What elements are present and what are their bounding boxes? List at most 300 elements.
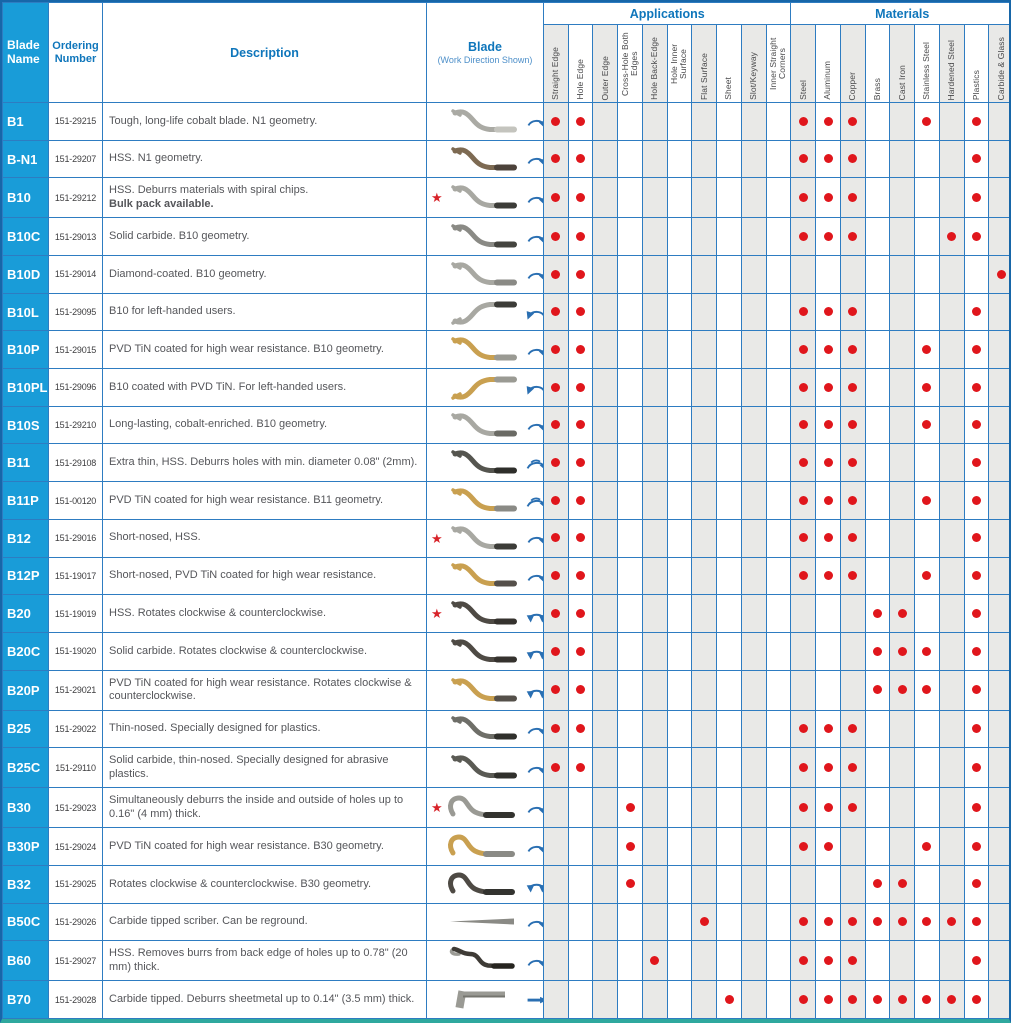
ordering-number-cell: 151-29024: [49, 828, 103, 866]
description-cell: PVD TiN coated for high wear resistance. B11 geometry.: [103, 482, 427, 520]
description-cell: Short-nosed, PVD TiN coated for high wear resistance.: [103, 557, 427, 595]
description-cell: Short-nosed, HSS.: [103, 519, 427, 557]
application-mark-cell: [618, 482, 643, 520]
application-mark-cell: [717, 256, 742, 294]
application-mark-cell: [568, 293, 593, 331]
dot-marker: [551, 117, 560, 126]
applications-group-header: Applications: [544, 3, 791, 25]
application-mark-cell: [568, 519, 593, 557]
material-mark-cell: [890, 444, 915, 482]
application-mark-cell: [692, 941, 717, 981]
blade-image-cell: [427, 670, 544, 710]
application-mark-cell: [766, 748, 791, 788]
application-mark-cell: [642, 788, 667, 828]
application-mark-cell: [717, 981, 742, 1019]
blade-image: [444, 411, 522, 440]
dot-marker: [848, 420, 857, 429]
dot-marker: [972, 232, 981, 241]
material-mark-cell: [816, 710, 841, 748]
application-mark-cell: [568, 903, 593, 941]
material-mark-cell: [989, 331, 1011, 369]
description-cell: HSS. Removes burrs from back edge of holes up to 0.78" (20 mm) thick.: [103, 941, 427, 981]
application-mark-cell: [692, 519, 717, 557]
application-mark-cell: [642, 293, 667, 331]
dot-marker: [972, 724, 981, 733]
blade-image-cell: [427, 482, 544, 520]
application-mark-cell: [692, 293, 717, 331]
material-mark-cell: [890, 293, 915, 331]
material-mark-cell: [915, 710, 940, 748]
application-mark-cell: [642, 941, 667, 981]
application-mark-cell: [692, 595, 717, 633]
dot-marker: [576, 117, 585, 126]
application-mark-cell: [593, 941, 618, 981]
material-mark-cell: [989, 293, 1011, 331]
blade-image: [444, 222, 522, 251]
material-mark-cell: [890, 482, 915, 520]
material-mark-cell: [791, 218, 816, 256]
ordering-number-cell: 151-29212: [49, 178, 103, 218]
application-column-header: Straight Edge: [544, 25, 569, 103]
dot-marker: [848, 763, 857, 772]
rotation-both-directions-arrow-icon: [524, 875, 544, 893]
material-mark-cell: [840, 903, 865, 941]
application-mark-cell: [766, 557, 791, 595]
application-mark-cell: [568, 140, 593, 178]
rotation-cw-arrow-icon: [524, 416, 544, 434]
blade-name-cell: B20: [3, 595, 49, 633]
rotation-both-directions-arrow-icon: [524, 605, 544, 623]
application-mark-cell: [766, 256, 791, 294]
blade-image: [444, 183, 522, 212]
material-mark-cell: [865, 331, 890, 369]
dot-marker: [848, 307, 857, 316]
material-mark-cell: [939, 331, 964, 369]
blade-name-header: Blade Name: [3, 3, 49, 103]
dot-marker: [576, 724, 585, 733]
application-mark-cell: [741, 256, 766, 294]
material-mark-cell: [939, 444, 964, 482]
dot-marker: [576, 345, 585, 354]
application-mark-cell: [717, 178, 742, 218]
rotation-cw-arrow-icon: [524, 838, 544, 856]
table-row-B32: [3, 865, 1011, 903]
blade-image-cell: [427, 140, 544, 178]
application-mark-cell: [544, 482, 569, 520]
dot-marker: [972, 995, 981, 1004]
material-mark-cell: [840, 369, 865, 407]
application-mark-cell: [667, 293, 692, 331]
material-mark-cell: [816, 865, 841, 903]
material-mark-cell: [791, 178, 816, 218]
dot-marker: [824, 533, 833, 542]
material-mark-cell: [840, 218, 865, 256]
dot-marker: [824, 117, 833, 126]
material-mark-cell: [939, 981, 964, 1019]
ordering-number-cell: 151-29207: [49, 140, 103, 178]
blade-name-cell: B10PL: [3, 369, 49, 407]
application-mark-cell: [717, 632, 742, 670]
application-mark-cell: [692, 103, 717, 141]
material-mark-cell: [816, 444, 841, 482]
application-mark-cell: [568, 444, 593, 482]
dot-marker: [848, 383, 857, 392]
material-mark-cell: [816, 293, 841, 331]
application-mark-cell: [642, 444, 667, 482]
application-mark-cell: [568, 748, 593, 788]
application-mark-cell: [717, 218, 742, 256]
blade-image-cell: [427, 788, 544, 828]
dot-marker: [922, 571, 931, 580]
table-row-B70: [3, 981, 1011, 1019]
description-cell: Solid carbide. Rotates clockwise & counterclockwise.: [103, 632, 427, 670]
blade-image: [444, 107, 522, 136]
dot-marker: [947, 232, 956, 241]
material-mark-cell: [989, 632, 1011, 670]
material-mark-cell: [840, 178, 865, 218]
dot-marker: [972, 803, 981, 812]
dot-marker: [799, 917, 808, 926]
application-mark-cell: [618, 140, 643, 178]
application-mark-cell: [741, 595, 766, 633]
material-mark-cell: [791, 865, 816, 903]
material-mark-cell: [964, 595, 989, 633]
dot-marker: [626, 879, 635, 888]
dot-marker: [551, 458, 560, 467]
material-mark-cell: [816, 557, 841, 595]
application-mark-cell: [544, 369, 569, 407]
dot-marker: [947, 995, 956, 1004]
ordering-number-cell: 151-29027: [49, 941, 103, 981]
application-mark-cell: [717, 444, 742, 482]
recommended-star-icon: ★: [431, 606, 443, 622]
material-column-header: Cast Iron: [890, 25, 915, 103]
material-mark-cell: [840, 981, 865, 1019]
application-mark-cell: [544, 941, 569, 981]
dot-marker: [848, 345, 857, 354]
application-column-header: Hole Back-Edge: [642, 25, 667, 103]
material-mark-cell: [939, 828, 964, 866]
description-cell: Carbide tipped scriber. Can be reground.: [103, 903, 427, 941]
material-mark-cell: [915, 103, 940, 141]
material-mark-cell: [791, 941, 816, 981]
application-mark-cell: [642, 748, 667, 788]
application-mark-cell: [717, 788, 742, 828]
dot-marker: [576, 154, 585, 163]
application-mark-cell: [593, 828, 618, 866]
dot-marker: [700, 917, 709, 926]
dot-marker: [824, 956, 833, 965]
application-mark-cell: [692, 632, 717, 670]
material-mark-cell: [915, 218, 940, 256]
application-mark-cell: [766, 632, 791, 670]
material-mark-cell: [915, 788, 940, 828]
application-mark-cell: [692, 981, 717, 1019]
material-mark-cell: [989, 444, 1011, 482]
rotation-ccw-arrow-icon: [524, 378, 544, 396]
application-mark-cell: [593, 981, 618, 1019]
material-mark-cell: [939, 482, 964, 520]
dot-marker: [848, 533, 857, 542]
material-mark-cell: [939, 670, 964, 710]
material-mark-cell: [939, 595, 964, 633]
rotation-ccw-arrow-icon: [524, 303, 544, 321]
application-mark-cell: [544, 293, 569, 331]
material-mark-cell: [989, 903, 1011, 941]
description-cell: PVD TiN coated for high wear resistance. Rotates clockwise & counterclockwise.: [103, 670, 427, 710]
application-mark-cell: [741, 331, 766, 369]
application-column-header: Sheet: [717, 25, 742, 103]
dot-marker: [824, 420, 833, 429]
rotation-cw-arrow-icon: [524, 913, 544, 931]
application-mark-cell: [568, 482, 593, 520]
dot-marker: [626, 803, 635, 812]
material-mark-cell: [865, 865, 890, 903]
dot-marker: [824, 763, 833, 772]
dot-marker: [922, 685, 931, 694]
material-mark-cell: [939, 406, 964, 444]
material-mark-cell: [816, 331, 841, 369]
blade-image: [444, 832, 522, 861]
application-mark-cell: [618, 178, 643, 218]
application-mark-cell: [568, 557, 593, 595]
rotation-cw-arrow-icon: [524, 799, 544, 817]
dot-marker: [824, 995, 833, 1004]
application-mark-cell: [618, 710, 643, 748]
dot-marker: [551, 685, 560, 694]
application-mark-cell: [692, 406, 717, 444]
dot-marker: [972, 307, 981, 316]
application-mark-cell: [642, 482, 667, 520]
material-mark-cell: [964, 670, 989, 710]
application-mark-cell: [692, 788, 717, 828]
material-mark-cell: [939, 218, 964, 256]
material-mark-cell: [791, 444, 816, 482]
blade-image: [444, 448, 522, 477]
dot-marker: [799, 232, 808, 241]
dot-marker: [824, 496, 833, 505]
application-mark-cell: [692, 903, 717, 941]
material-mark-cell: [865, 256, 890, 294]
application-mark-cell: [618, 981, 643, 1019]
application-mark-cell: [568, 865, 593, 903]
rotation-cw-arrow-icon: [524, 759, 544, 777]
material-mark-cell: [890, 178, 915, 218]
table-row-B10PL: [3, 369, 1011, 407]
application-mark-cell: [766, 218, 791, 256]
material-mark-cell: [865, 941, 890, 981]
material-mark-cell: [865, 406, 890, 444]
material-mark-cell: [890, 632, 915, 670]
blade-name-cell: B25: [3, 710, 49, 748]
application-mark-cell: [593, 595, 618, 633]
material-mark-cell: [915, 256, 940, 294]
application-column-header: Hole Inner Surface: [667, 25, 692, 103]
material-mark-cell: [791, 482, 816, 520]
application-mark-cell: [741, 140, 766, 178]
dot-marker: [848, 724, 857, 733]
application-mark-cell: [618, 865, 643, 903]
material-column-header: Brass: [865, 25, 890, 103]
application-mark-cell: [618, 557, 643, 595]
application-mark-cell: [741, 178, 766, 218]
application-mark-cell: [593, 632, 618, 670]
dot-marker: [922, 420, 931, 429]
application-mark-cell: [568, 256, 593, 294]
material-mark-cell: [964, 369, 989, 407]
application-mark-cell: [717, 369, 742, 407]
application-column-header: Slot/Keyway: [741, 25, 766, 103]
application-mark-cell: [667, 557, 692, 595]
ordering-number-cell: 151-19019: [49, 595, 103, 633]
application-mark-cell: [618, 748, 643, 788]
dot-marker: [576, 307, 585, 316]
material-mark-cell: [865, 178, 890, 218]
dot-marker: [922, 345, 931, 354]
application-mark-cell: [667, 140, 692, 178]
blade-name-cell: B12P: [3, 557, 49, 595]
dot-marker: [972, 117, 981, 126]
dot-marker: [922, 383, 931, 392]
material-column-header: Stainless Steel: [915, 25, 940, 103]
dot-marker: [972, 609, 981, 618]
blade-name-cell: B1: [3, 103, 49, 141]
material-mark-cell: [939, 941, 964, 981]
rotation-double-arc-arrow-icon: [524, 492, 544, 510]
material-mark-cell: [939, 293, 964, 331]
dot-marker: [824, 193, 833, 202]
dot-marker: [873, 879, 882, 888]
application-mark-cell: [667, 865, 692, 903]
material-mark-cell: [791, 140, 816, 178]
dot-marker: [848, 571, 857, 580]
table-row-B12: [3, 519, 1011, 557]
material-mark-cell: [890, 903, 915, 941]
application-mark-cell: [642, 218, 667, 256]
material-mark-cell: [816, 670, 841, 710]
material-column-header: Plastics: [964, 25, 989, 103]
application-mark-cell: [642, 331, 667, 369]
material-mark-cell: [890, 256, 915, 294]
material-mark-cell: [939, 748, 964, 788]
application-mark-cell: [692, 256, 717, 294]
material-mark-cell: [890, 519, 915, 557]
blade-image-cell: [427, 406, 544, 444]
blade-name-cell: B10D: [3, 256, 49, 294]
application-column-header: Flat Surface: [692, 25, 717, 103]
description-cell: HSS. N1 geometry.: [103, 140, 427, 178]
dot-marker: [799, 154, 808, 163]
application-mark-cell: [618, 444, 643, 482]
material-mark-cell: [816, 218, 841, 256]
table-row-B30: [3, 788, 1011, 828]
material-mark-cell: [964, 557, 989, 595]
material-mark-cell: [989, 710, 1011, 748]
dot-marker: [626, 842, 635, 851]
straight-direction-arrow-icon: [524, 991, 544, 1009]
application-mark-cell: [544, 865, 569, 903]
description-cell: B10 for left-handed users.: [103, 293, 427, 331]
blade-image-cell: [427, 828, 544, 866]
material-mark-cell: [915, 293, 940, 331]
blade-table: [2, 2, 1011, 1019]
material-mark-cell: [791, 595, 816, 633]
application-mark-cell: [642, 710, 667, 748]
application-mark-cell: [593, 788, 618, 828]
recommended-star-icon: ★: [431, 530, 443, 546]
application-mark-cell: [766, 482, 791, 520]
dot-marker: [972, 496, 981, 505]
material-mark-cell: [964, 256, 989, 294]
material-mark-cell: [964, 981, 989, 1019]
material-mark-cell: [989, 519, 1011, 557]
table-row-B20C: [3, 632, 1011, 670]
application-mark-cell: [642, 903, 667, 941]
material-mark-cell: [791, 331, 816, 369]
dot-marker: [576, 458, 585, 467]
material-mark-cell: [816, 748, 841, 788]
material-mark-cell: [939, 140, 964, 178]
application-mark-cell: [741, 218, 766, 256]
table-row-B25C: [3, 748, 1011, 788]
application-mark-cell: [593, 519, 618, 557]
application-mark-cell: [692, 828, 717, 866]
blade-image-cell: [427, 981, 544, 1019]
application-mark-cell: [568, 595, 593, 633]
table-row-B20P: [3, 670, 1011, 710]
rotation-both-directions-arrow-icon: [524, 681, 544, 699]
material-mark-cell: [840, 632, 865, 670]
dot-marker: [972, 956, 981, 965]
application-column-header: Hole Edge: [568, 25, 593, 103]
ordering-number-cell: 151-29015: [49, 331, 103, 369]
material-mark-cell: [816, 595, 841, 633]
rotation-cw-arrow-icon: [524, 341, 544, 359]
application-mark-cell: [717, 293, 742, 331]
application-mark-cell: [717, 331, 742, 369]
dot-marker: [848, 956, 857, 965]
application-mark-cell: [692, 748, 717, 788]
application-mark-cell: [692, 331, 717, 369]
ordering-number-cell: 151-19020: [49, 632, 103, 670]
application-mark-cell: [741, 710, 766, 748]
ordering-number-cell: 151-29023: [49, 788, 103, 828]
table-row-B11P: [3, 482, 1011, 520]
material-mark-cell: [989, 865, 1011, 903]
application-mark-cell: [667, 903, 692, 941]
material-mark-cell: [791, 670, 816, 710]
dot-marker: [972, 345, 981, 354]
material-mark-cell: [816, 903, 841, 941]
table-row-B11: [3, 444, 1011, 482]
application-mark-cell: [593, 903, 618, 941]
dot-marker: [576, 193, 585, 202]
material-mark-cell: [816, 103, 841, 141]
blade-image: [444, 793, 522, 822]
material-mark-cell: [915, 557, 940, 595]
dot-marker: [972, 647, 981, 656]
application-mark-cell: [593, 140, 618, 178]
material-mark-cell: [964, 788, 989, 828]
blade-image-cell: [427, 218, 544, 256]
application-mark-cell: [717, 557, 742, 595]
dot-marker: [848, 995, 857, 1004]
table-row-B1: [3, 103, 1011, 141]
material-mark-cell: [890, 670, 915, 710]
application-mark-cell: [544, 710, 569, 748]
blade-image-cell: [427, 865, 544, 903]
material-mark-cell: [791, 256, 816, 294]
